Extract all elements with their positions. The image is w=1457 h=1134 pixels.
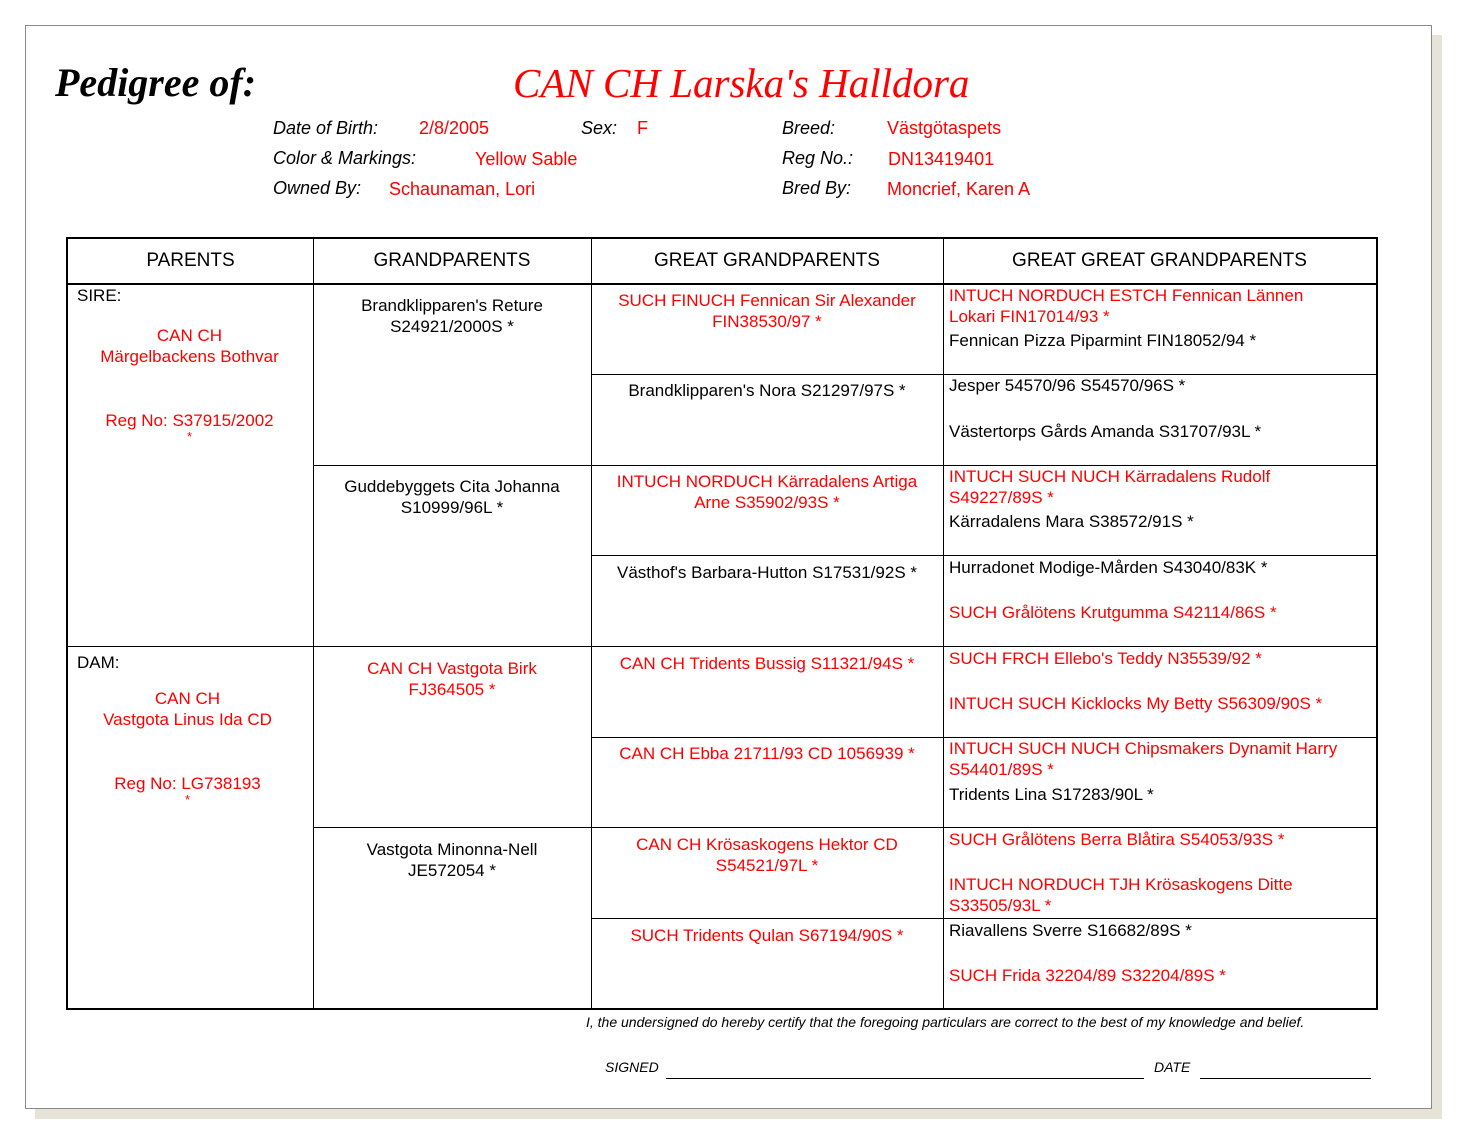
great-grandparent-entry: Brandklipparen's Nora S21297/97S * bbox=[628, 381, 906, 400]
grandparent-entry: Guddebyggets Cita Johanna S10999/96L * bbox=[344, 477, 560, 517]
great-great-grandparent-entry: Hurradonet Modige-Mården S43040/83K * bbox=[949, 558, 1268, 577]
bredby-value: Moncrief, Karen A bbox=[887, 179, 1031, 199]
great-great-grandparent-entry: INTUCH NORDUCH TJH Krösaskogens Ditte S33505/93L * bbox=[949, 875, 1293, 915]
dam-title: CAN CH bbox=[154, 689, 221, 708]
row-divider bbox=[591, 555, 1376, 556]
color-value: Yellow Sable bbox=[475, 149, 578, 169]
column-divider bbox=[591, 239, 592, 1008]
reg-value: DN13419401 bbox=[888, 149, 995, 169]
pedigree-table bbox=[66, 237, 1378, 1010]
great-grandparent-entry: CAN CH Ebba 21711/93 CD 1056939 * bbox=[619, 744, 915, 763]
sire-title: CAN CH bbox=[156, 326, 223, 345]
great-great-grandparent-entry: SUCH FRCH Ellebo's Teddy N35539/92 * bbox=[949, 649, 1262, 668]
grandparent-entry: Vastgota Minonna-Nell JE572054 * bbox=[366, 840, 538, 880]
dam-name: Vastgota Linus Ida CD bbox=[103, 710, 272, 729]
dam-entry bbox=[68, 688, 307, 806]
great-great-grandparent-entry: INTUCH SUCH NUCH Chipsmakers Dynamit Harry S54401/89S * bbox=[949, 739, 1338, 779]
great-great-grandparent-entry: Tridents Lina S17283/90L * bbox=[949, 785, 1154, 804]
sire-name: Märgelbackens Bothvar bbox=[100, 347, 279, 366]
date-line[interactable] bbox=[1200, 1078, 1371, 1079]
sex-label: Sex: bbox=[581, 118, 618, 138]
row-divider bbox=[591, 918, 1376, 919]
color-label: Color & Markings: bbox=[273, 148, 417, 168]
column-divider bbox=[943, 239, 944, 1008]
great-great-grandparent-entry: INTUCH SUCH Kicklocks My Betty S56309/90S * bbox=[949, 694, 1323, 713]
great-great-grandparent-entry: SUCH Grålötens Krutgumma S42114/86S * bbox=[949, 603, 1277, 622]
column-header-great-grandparents: GREAT GRANDPARENTS bbox=[654, 250, 880, 271]
row-divider bbox=[68, 646, 1376, 647]
breed-label: Breed: bbox=[782, 118, 836, 138]
grandparent-entry: CAN CH Vastgota Birk FJ364505 * bbox=[367, 659, 537, 699]
great-grandparent-entry: CAN CH Tridents Bussig S11321/94S * bbox=[619, 654, 915, 673]
dog-name-title: CAN CH Larska's Halldora bbox=[513, 60, 970, 106]
dob-label: Date of Birth: bbox=[273, 118, 379, 138]
great-great-grandparent-entry: Fennican Pizza Piparmint FIN18052/94 * bbox=[949, 331, 1257, 350]
column-header-great-great-grandparents: GREAT GREAT GRANDPARENTS bbox=[1012, 250, 1307, 271]
great-great-grandparent-entry: INTUCH SUCH NUCH Kärradalens Rudolf S49227/89S * bbox=[949, 467, 1271, 507]
dam-star: * bbox=[184, 792, 191, 807]
great-great-grandparent-entry: Västertorps Gårds Amanda S31707/93L * bbox=[949, 422, 1262, 441]
dam-label: DAM: bbox=[77, 653, 120, 672]
signature-line[interactable] bbox=[666, 1078, 1144, 1079]
column-divider bbox=[313, 239, 314, 1008]
owner-label: Owned By: bbox=[273, 178, 362, 198]
sire-reg: Reg No: S37915/2002 bbox=[105, 411, 274, 430]
title-label: Pedigree of: bbox=[55, 60, 257, 105]
date-label: DATE bbox=[1154, 1059, 1191, 1075]
column-header-grandparents: GRANDPARENTS bbox=[373, 250, 531, 271]
signed-label: SIGNED bbox=[605, 1059, 659, 1075]
certification-text: I, the undersigned do hereby certify that the foregoing particulars are correct to the best of my knowledge and belief. bbox=[586, 1014, 1305, 1030]
sex-value: F bbox=[637, 118, 648, 138]
dob-value: 2/8/2005 bbox=[419, 118, 490, 138]
great-grandparent-entry: SUCH FINUCH Fennican Sir Alexander FIN38530/97 * bbox=[618, 291, 916, 331]
sire-entry bbox=[68, 325, 311, 443]
great-great-grandparent-entry: Jesper 54570/96 S54570/96S * bbox=[949, 376, 1186, 395]
great-grandparent-entry: SUCH Tridents Qulan S67194/90S * bbox=[630, 926, 904, 945]
great-great-grandparent-entry: Riavallens Sverre S16682/89S * bbox=[949, 921, 1192, 940]
breed-value: Västgötaspets bbox=[887, 118, 1002, 138]
great-grandparent-entry: Västhof's Barbara-Hutton S17531/92S * bbox=[617, 563, 917, 582]
great-great-grandparent-entry: SUCH Frida 32204/89 S32204/89S * bbox=[949, 966, 1226, 985]
great-great-grandparent-entry: Kärradalens Mara S38572/91S * bbox=[949, 512, 1194, 531]
reg-label: Reg No.: bbox=[782, 148, 854, 168]
dam-reg: Reg No: LG738193 bbox=[114, 774, 261, 793]
sire-star: * bbox=[186, 429, 193, 444]
grandparent-entry: Brandklipparen's Reture S24921/2000S * bbox=[361, 296, 543, 336]
great-great-grandparent-entry: INTUCH NORDUCH ESTCH Fennican Lännen Lokari FIN17014/93 * bbox=[949, 286, 1304, 326]
owner-value: Schaunaman, Lori bbox=[389, 179, 536, 199]
great-great-grandparent-entry: SUCH Grålötens Berra Blåtira S54053/93S * bbox=[949, 830, 1285, 849]
great-grandparent-entry: INTUCH NORDUCH Kärradalens Artiga Arne S35902/93S * bbox=[616, 472, 918, 512]
great-grandparent-entry: CAN CH Krösaskogens Hektor CD S54521/97L * bbox=[636, 835, 898, 875]
row-divider bbox=[313, 827, 1376, 828]
sire-label: SIRE: bbox=[77, 286, 122, 305]
bredby-label: Bred By: bbox=[782, 178, 852, 198]
column-header-parents: PARENTS bbox=[146, 250, 235, 271]
pedigree-page bbox=[25, 25, 1432, 1109]
